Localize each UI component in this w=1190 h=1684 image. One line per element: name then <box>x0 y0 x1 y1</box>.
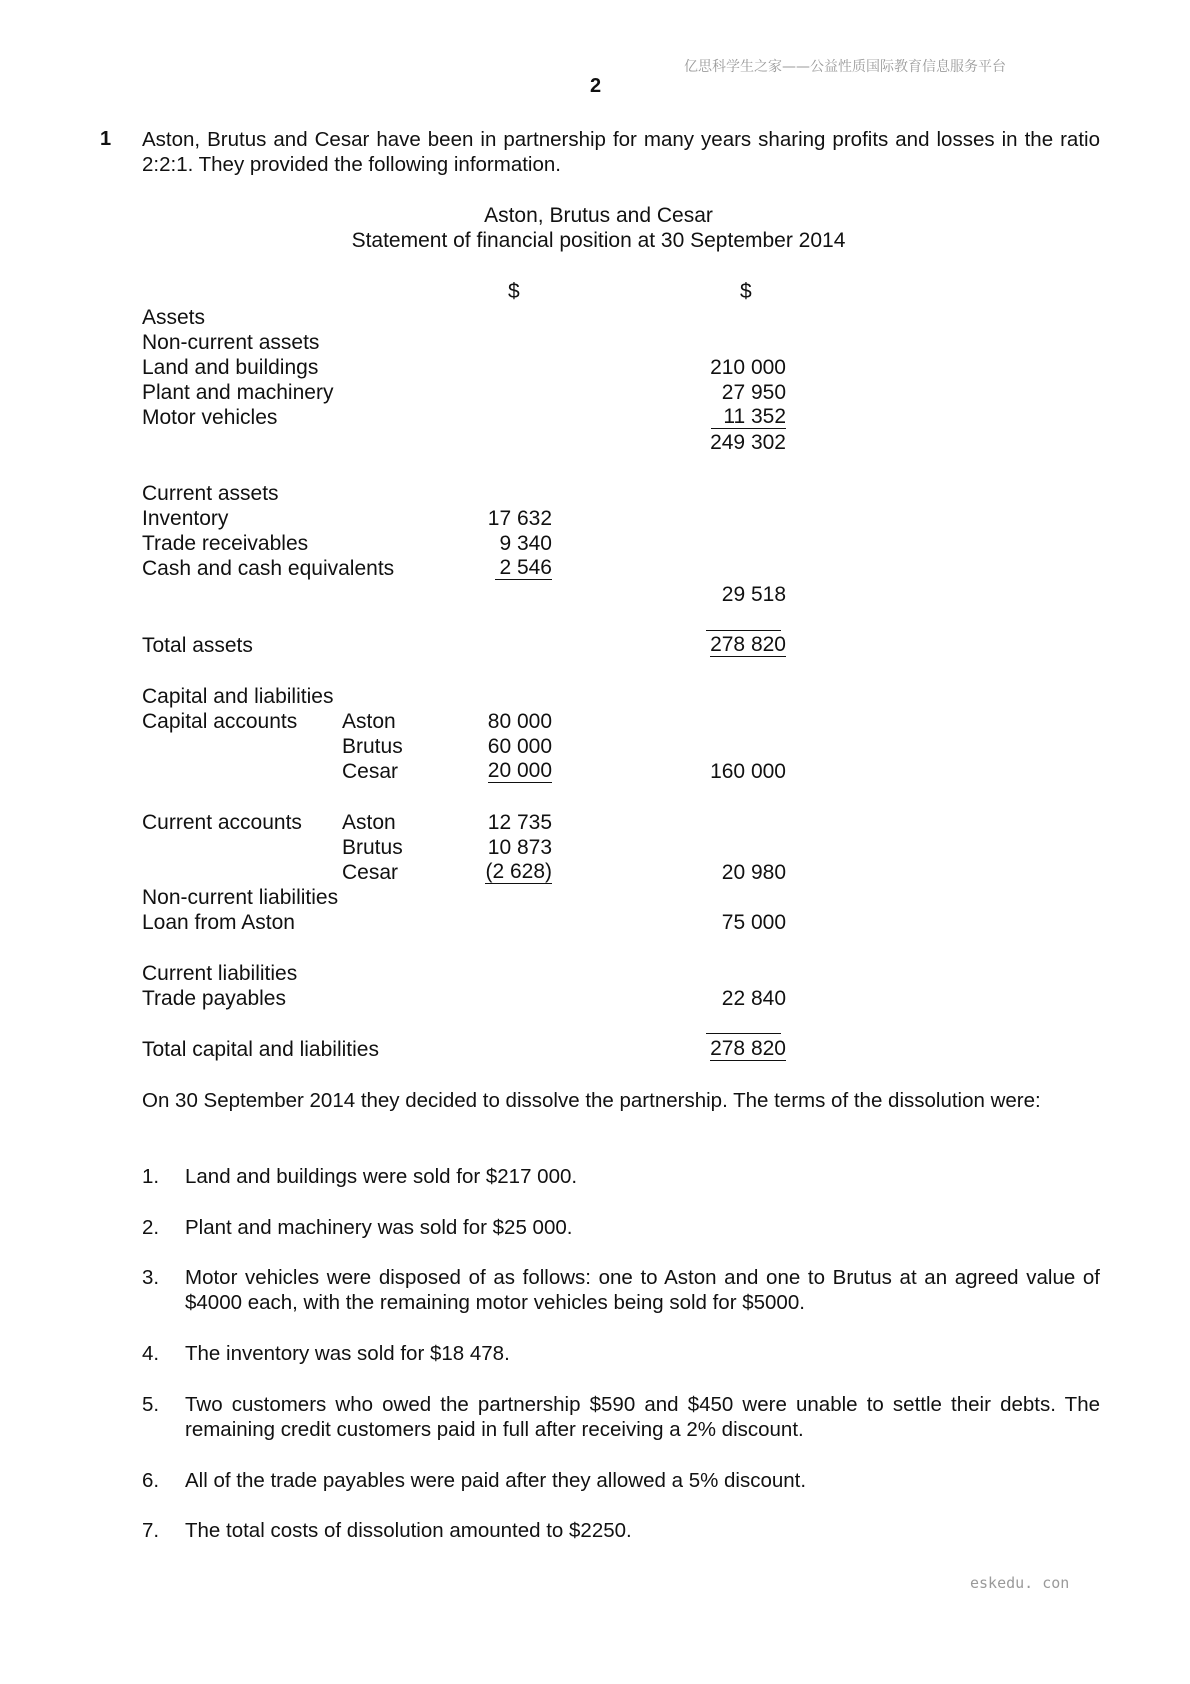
table-row <box>142 481 822 506</box>
table-row <box>142 810 822 835</box>
row-subtotal-col2: 249 302 <box>710 431 786 454</box>
row-label: Cash and cash equivalents <box>142 557 395 580</box>
table-row <box>142 633 822 658</box>
row-label: Land and buildings <box>142 356 319 379</box>
row-label: Inventory <box>142 507 229 530</box>
row-value-col2: 75 000 <box>721 911 786 934</box>
row-label: Assets <box>142 306 206 329</box>
row-partner: Cesar <box>342 760 399 783</box>
row-value-col1: 2 546 <box>495 556 552 580</box>
table-row <box>142 759 822 784</box>
row-label: Current assets <box>142 482 279 505</box>
table-row <box>142 835 822 860</box>
row-value-col1: 80 000 <box>487 710 552 733</box>
row-partner: Cesar <box>342 861 399 884</box>
item-number: 1. <box>142 1165 160 1188</box>
table-row <box>142 305 822 330</box>
row-partner: Brutus <box>342 735 403 758</box>
row-label: Trade payables <box>142 987 286 1010</box>
row-total-col2: 278 820 <box>710 1037 786 1060</box>
table-row <box>142 684 822 709</box>
table-row <box>142 910 822 935</box>
item-text: The total costs of dissolution amounted to $2250. <box>185 1519 632 1542</box>
row-label: Non-current assets <box>142 331 320 354</box>
item-number: 4. <box>142 1342 160 1365</box>
item-number: 2. <box>142 1216 160 1239</box>
item-text: The inventory was sold for $18 478. <box>185 1342 510 1365</box>
row-label: Current liabilities <box>142 962 298 985</box>
row-label: Non-current liabilities <box>142 886 339 909</box>
table-row <box>142 1037 822 1062</box>
dissolution-intro: On 30 September 2014 they decided to dissolve the partnership. The terms of the dissolution were: <box>142 1089 1041 1112</box>
row-partner: Aston <box>342 710 396 733</box>
page-number: 2 <box>590 75 602 97</box>
statement-subtitle: Statement of financial position at 30 September 2014 <box>351 229 846 252</box>
statement-title: Aston, Brutus and Cesar <box>484 204 713 227</box>
item-number: 6. <box>142 1469 160 1492</box>
table-row <box>142 506 822 531</box>
table-row <box>142 531 822 556</box>
question-intro: Aston, Brutus and Cesar have been in partnership for many years sharing profits and losses in the ratio 2:2:1. They provided the following information. <box>142 128 1100 176</box>
item-number: 3. <box>142 1266 160 1289</box>
table-row <box>142 734 822 759</box>
row-value-col1: 9 340 <box>499 532 552 555</box>
subtotal-rule <box>706 1033 781 1034</box>
table-row <box>142 860 822 885</box>
table-row <box>142 582 822 607</box>
row-value-col2: 20 980 <box>721 861 786 884</box>
row-label: Loan from Aston <box>142 911 295 934</box>
row-value-col1: 12 735 <box>487 811 552 834</box>
row-label: Capital accounts <box>142 710 298 733</box>
question-number: 1 <box>100 128 112 150</box>
row-label: Total assets <box>142 634 253 657</box>
table-row <box>142 961 822 986</box>
item-number: 7. <box>142 1519 160 1542</box>
row-value-col1: 60 000 <box>487 735 552 758</box>
table-row <box>142 405 822 430</box>
table-row <box>142 330 822 355</box>
item-text: Land and buildings were sold for $217 000. <box>185 1165 578 1188</box>
item-text: Plant and machinery was sold for $25 000. <box>185 1216 573 1239</box>
table-row <box>142 986 822 1011</box>
table-row <box>142 380 822 405</box>
row-value-col1: (2 628) <box>485 860 552 883</box>
row-value-col2: 160 000 <box>710 760 786 783</box>
row-label: Motor vehicles <box>142 406 278 429</box>
table-row <box>142 355 822 380</box>
row-partner: Brutus <box>342 836 403 859</box>
table-row <box>142 709 822 734</box>
item-number: 5. <box>142 1393 160 1416</box>
row-value-col1: 10 873 <box>487 836 552 859</box>
item-text: All of the trade payables were paid after they allowed a 5% discount. <box>185 1469 807 1492</box>
row-value-col2: 22 840 <box>721 987 786 1010</box>
item-text: Motor vehicles were disposed of as follows: one to Aston and one to Brutus at an agreed value of $4000 each, with the remaining motor vehicles being sold for $5000. <box>185 1266 1100 1314</box>
row-label: Plant and machinery <box>142 381 334 404</box>
row-partner: Aston <box>342 811 396 834</box>
row-value-col1: 17 632 <box>487 507 552 530</box>
row-value-col2: 27 950 <box>721 381 786 404</box>
row-label: Total capital and liabilities <box>142 1038 379 1061</box>
currency-header-col1: $ <box>508 280 520 303</box>
table-row <box>142 430 822 455</box>
row-label: Trade receivables <box>142 532 309 555</box>
row-value-col1: 20 000 <box>487 759 552 782</box>
row-total-col2: 278 820 <box>710 633 786 656</box>
item-text: Two customers who owed the partnership $590 and $450 were unable to settle their debts. The remaining credit customers paid in full after receiving a 2% discount. <box>185 1393 1100 1441</box>
table-row <box>142 556 822 581</box>
row-label: Capital and liabilities <box>142 685 334 708</box>
currency-header-col2: $ <box>740 280 752 303</box>
footer-watermark: eskedu. con <box>970 1574 1070 1592</box>
row-label: Current accounts <box>142 811 302 834</box>
table-row <box>142 885 822 910</box>
subtotal-rule <box>706 630 781 631</box>
header-watermark: 亿思科学生之家——公益性质国际教育信息服务平台 <box>684 59 1006 75</box>
row-value-col2: 11 352 <box>711 405 786 429</box>
row-value-col2: 210 000 <box>710 356 786 379</box>
row-subtotal-col2: 29 518 <box>721 583 786 606</box>
